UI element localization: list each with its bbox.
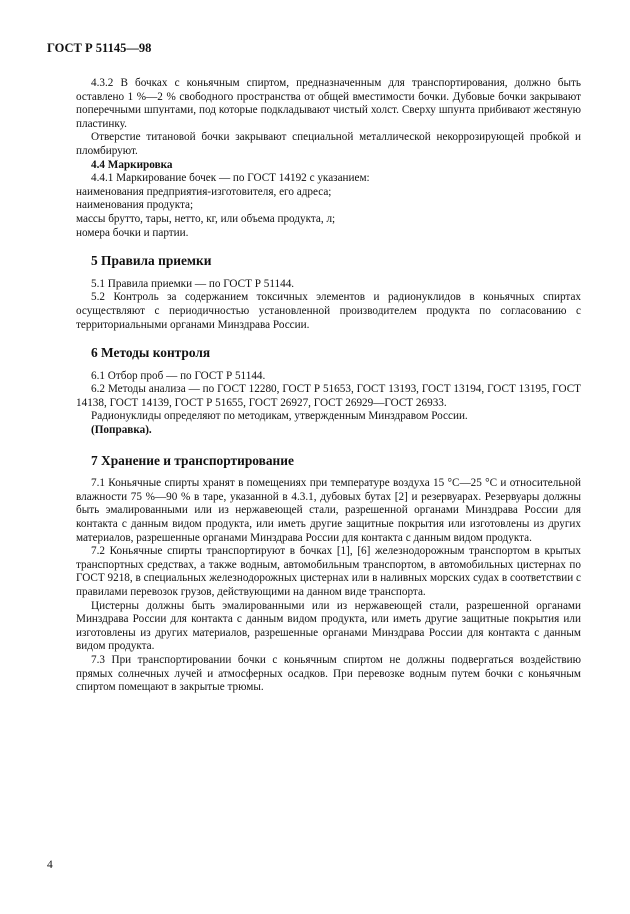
para-tanks: Цистерны должны быть эмалированными или из нержавеющей стали, разрешенной органами Минздрава России для контакта с данным видом продукта, или иметь другие защитные покрытия или изготовлены из других материалов, разрешенные органами Минздрава России для контакта с данным видом продукта. bbox=[76, 599, 581, 653]
amendment-note: (Поправка). bbox=[91, 424, 152, 437]
para-4-3-2: 4.3.2 В бочках с коньячным спиртом, предназначенным для транспортирования, должно быть оставлено 1 %—2 % свободного пространства от общей вместимости бочки. Дубовые бочки закрывают поперечными шпунтами, под которые подкладывают чистый холст. Сверху шпунта прибивают жестяную пластинку. bbox=[76, 77, 581, 130]
para-6-2: 6.2 Методы анализа — по ГОСТ 12280, ГОСТ Р 51653, ГОСТ 13193, ГОСТ 13194, ГОСТ 13195, ГОСТ 14138, ГОСТ 14139, ГОСТ Р 51655, ГОСТ 26927, ГОСТ 26929—ГОСТ 26933. bbox=[76, 383, 581, 409]
para-5-2: 5.2 Контроль за содержанием токсичных элементов и радионуклидов в коньячных спиртах осуществляют с периодичностью установленной производителем продукта по согласованию с территориальными органами Минздрава России. bbox=[76, 291, 581, 331]
list-item: наименования продукта; bbox=[76, 199, 194, 212]
section-7-title: 7 Хранение и транспортирование bbox=[91, 452, 294, 468]
para-5-1: 5.1 Правила приемки — по ГОСТ Р 51144. bbox=[91, 277, 295, 290]
para-titanium-barrel: Отверстие титановой бочки закрывают специальной металлической некоррозирующей пробкой и пломбируют. bbox=[76, 131, 581, 157]
list-item: массы брутто, тары, нетто, кг, или объема продукта, л; bbox=[76, 212, 336, 225]
para-radionuclides: Радионуклиды определяют по методикам, утвержденным Минздравом России. bbox=[91, 410, 468, 423]
para-7-2: 7.2 Коньячные спирты транспортируют в бочках [1], [6] железнодорожным транспортом в крытых транспортных средствах, а также водным, автомобильным транспортом, в автомобильных цистернах по ГОСТ 9218, в специальных железнодорожных цистернах или в наливных морских судах в соответствии с правилами перевозок грузов, действующими на данном виде транспорта. bbox=[76, 545, 581, 598]
page-number: 4 bbox=[47, 859, 53, 871]
para-4-4-1: 4.4.1 Маркирование бочек — по ГОСТ 14192 с указанием: bbox=[91, 172, 370, 185]
running-header: ГОСТ Р 51145—98 bbox=[47, 41, 152, 55]
subsection-4-4-title: 4.4 Маркировка bbox=[91, 158, 173, 171]
section-5-title: 5 Правила приемки bbox=[91, 253, 212, 269]
para-6-1: 6.1 Отбор проб — по ГОСТ Р 51144. bbox=[91, 369, 266, 382]
para-7-3: 7.3 При транспортировании бочки с коньячным спиртом не должны подвергаться воздействию прямых солнечных лучей и атмосферных осадков. При перевозке водным путем бочки с коньячным спиртом помещают в закрытые трюмы. bbox=[76, 653, 581, 694]
page-body bbox=[76, 77, 581, 695]
list-item: номера бочки и партии. bbox=[76, 226, 189, 239]
para-7-1: 7.1 Коньячные спирты хранят в помещениях при температуре воздуха 15 °С—25 °С и относительной влажности 75 %—90 % в таре, указанной в 4.3.1, дубовых бутах [2] и резервуарах. Резервуары должны быть эмалированными или из нержавеющей стали, разрешенной органами Минздрава России для контакта с данным видом продукта, или иметь другие защитные покрытия или изготовлены из других материалов, разрешенные органами Минздрава России для контакта с данным видом продукта. bbox=[76, 477, 581, 544]
section-6-title: 6 Методы контроля bbox=[91, 345, 211, 361]
list-item: наименования предприятия-изготовителя, его адреса; bbox=[76, 185, 332, 198]
